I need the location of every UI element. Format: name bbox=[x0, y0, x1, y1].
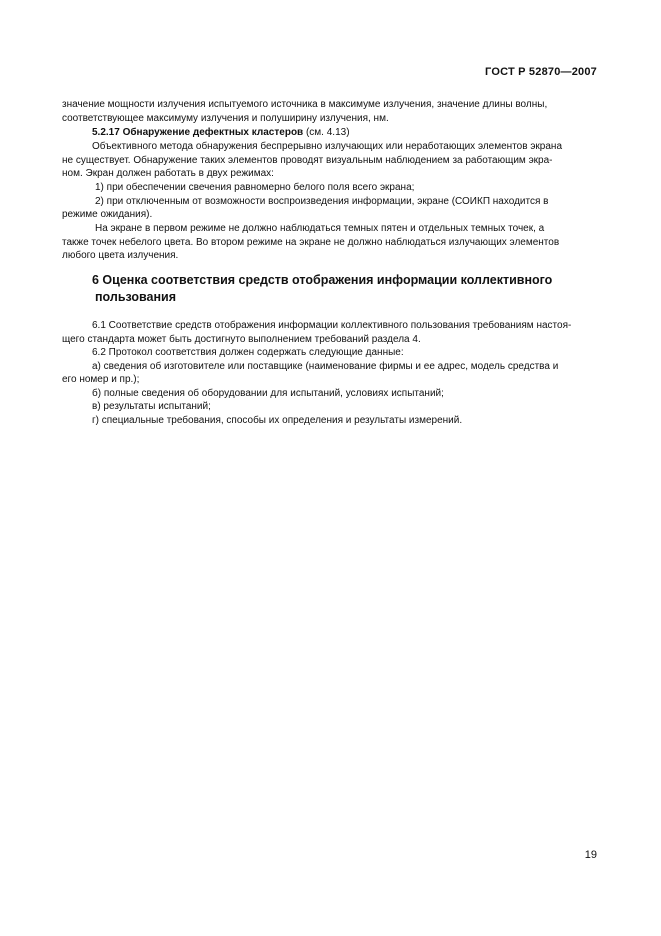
text-line: не существует. Обнаружение таких элементов проводят визуальным наблюдением за работающим экра- bbox=[62, 155, 553, 166]
text-line: также точек небелого цвета. Во втором режиме на экране не должно наблюдаться излучающих элементов bbox=[62, 237, 560, 248]
subsection-5-2-17-heading bbox=[92, 127, 602, 139]
section-6-heading: 6 Оценка соответствия средств отображения информации коллективного bbox=[92, 273, 553, 287]
text-line: соответствующее максимуму излучения и полуширину излучения, нм. bbox=[62, 113, 389, 124]
subsection-title: Обнаружение дефектных кластеров bbox=[122, 127, 304, 138]
paragraph-6-1-cont: щего стандарта может быть достигнуто выполнением требований раздела 4. bbox=[62, 334, 421, 345]
paragraph-6-2: 6.2 Протокол соответствия должен содержать следующие данные: bbox=[92, 347, 404, 358]
list-item-a: а) сведения об изготовителе или поставщике (наименование фирмы и ее адрес, модель средства и bbox=[92, 361, 559, 372]
text-line: Объективного метода обнаружения беспрерывно излучающих или неработающих элементов экрана bbox=[92, 141, 562, 152]
text-line: значение мощности излучения испытуемого источника в максимуме излучения, значение длины волны, bbox=[62, 99, 548, 110]
list-item-d: г) специальные требования, способы их определения и результаты измерений. bbox=[92, 415, 463, 426]
list-item: 2) при отключенным от возможности воспроизведения информации, экране (СОИКП находится в bbox=[95, 196, 549, 207]
subsection-number: 5.2.17 bbox=[92, 127, 120, 138]
page-number: 19 bbox=[584, 849, 597, 861]
list-item-c: в) результаты испытаний; bbox=[92, 401, 211, 412]
section-6-heading-cont: пользования bbox=[95, 290, 177, 304]
list-item-b: б) полные сведения об оборудовании для испытаний, условиях испытаний; bbox=[92, 388, 444, 399]
text-line: режиме ожидания). bbox=[62, 209, 153, 220]
paragraph-6-1: 6.1 Соответствие средств отображения информации коллективного пользования требованиям настоя- bbox=[92, 320, 572, 331]
list-item: 1) при обеспечении свечения равномерно белого поля всего экрана; bbox=[95, 182, 415, 193]
list-item-a-cont: его номер и пр.); bbox=[62, 374, 140, 385]
subsection-reference: (см. 4.13) bbox=[303, 127, 350, 138]
text-line: ном. Экран должен работать в двух режимах: bbox=[62, 168, 274, 179]
document-id-header: ГОСТ Р 52870—2007 bbox=[485, 66, 597, 78]
text-line: На экране в первом режиме не должно наблюдаться темных пятен и отдельных темных точек, а bbox=[95, 223, 545, 234]
text-line: любого цвета излучения. bbox=[62, 250, 179, 261]
